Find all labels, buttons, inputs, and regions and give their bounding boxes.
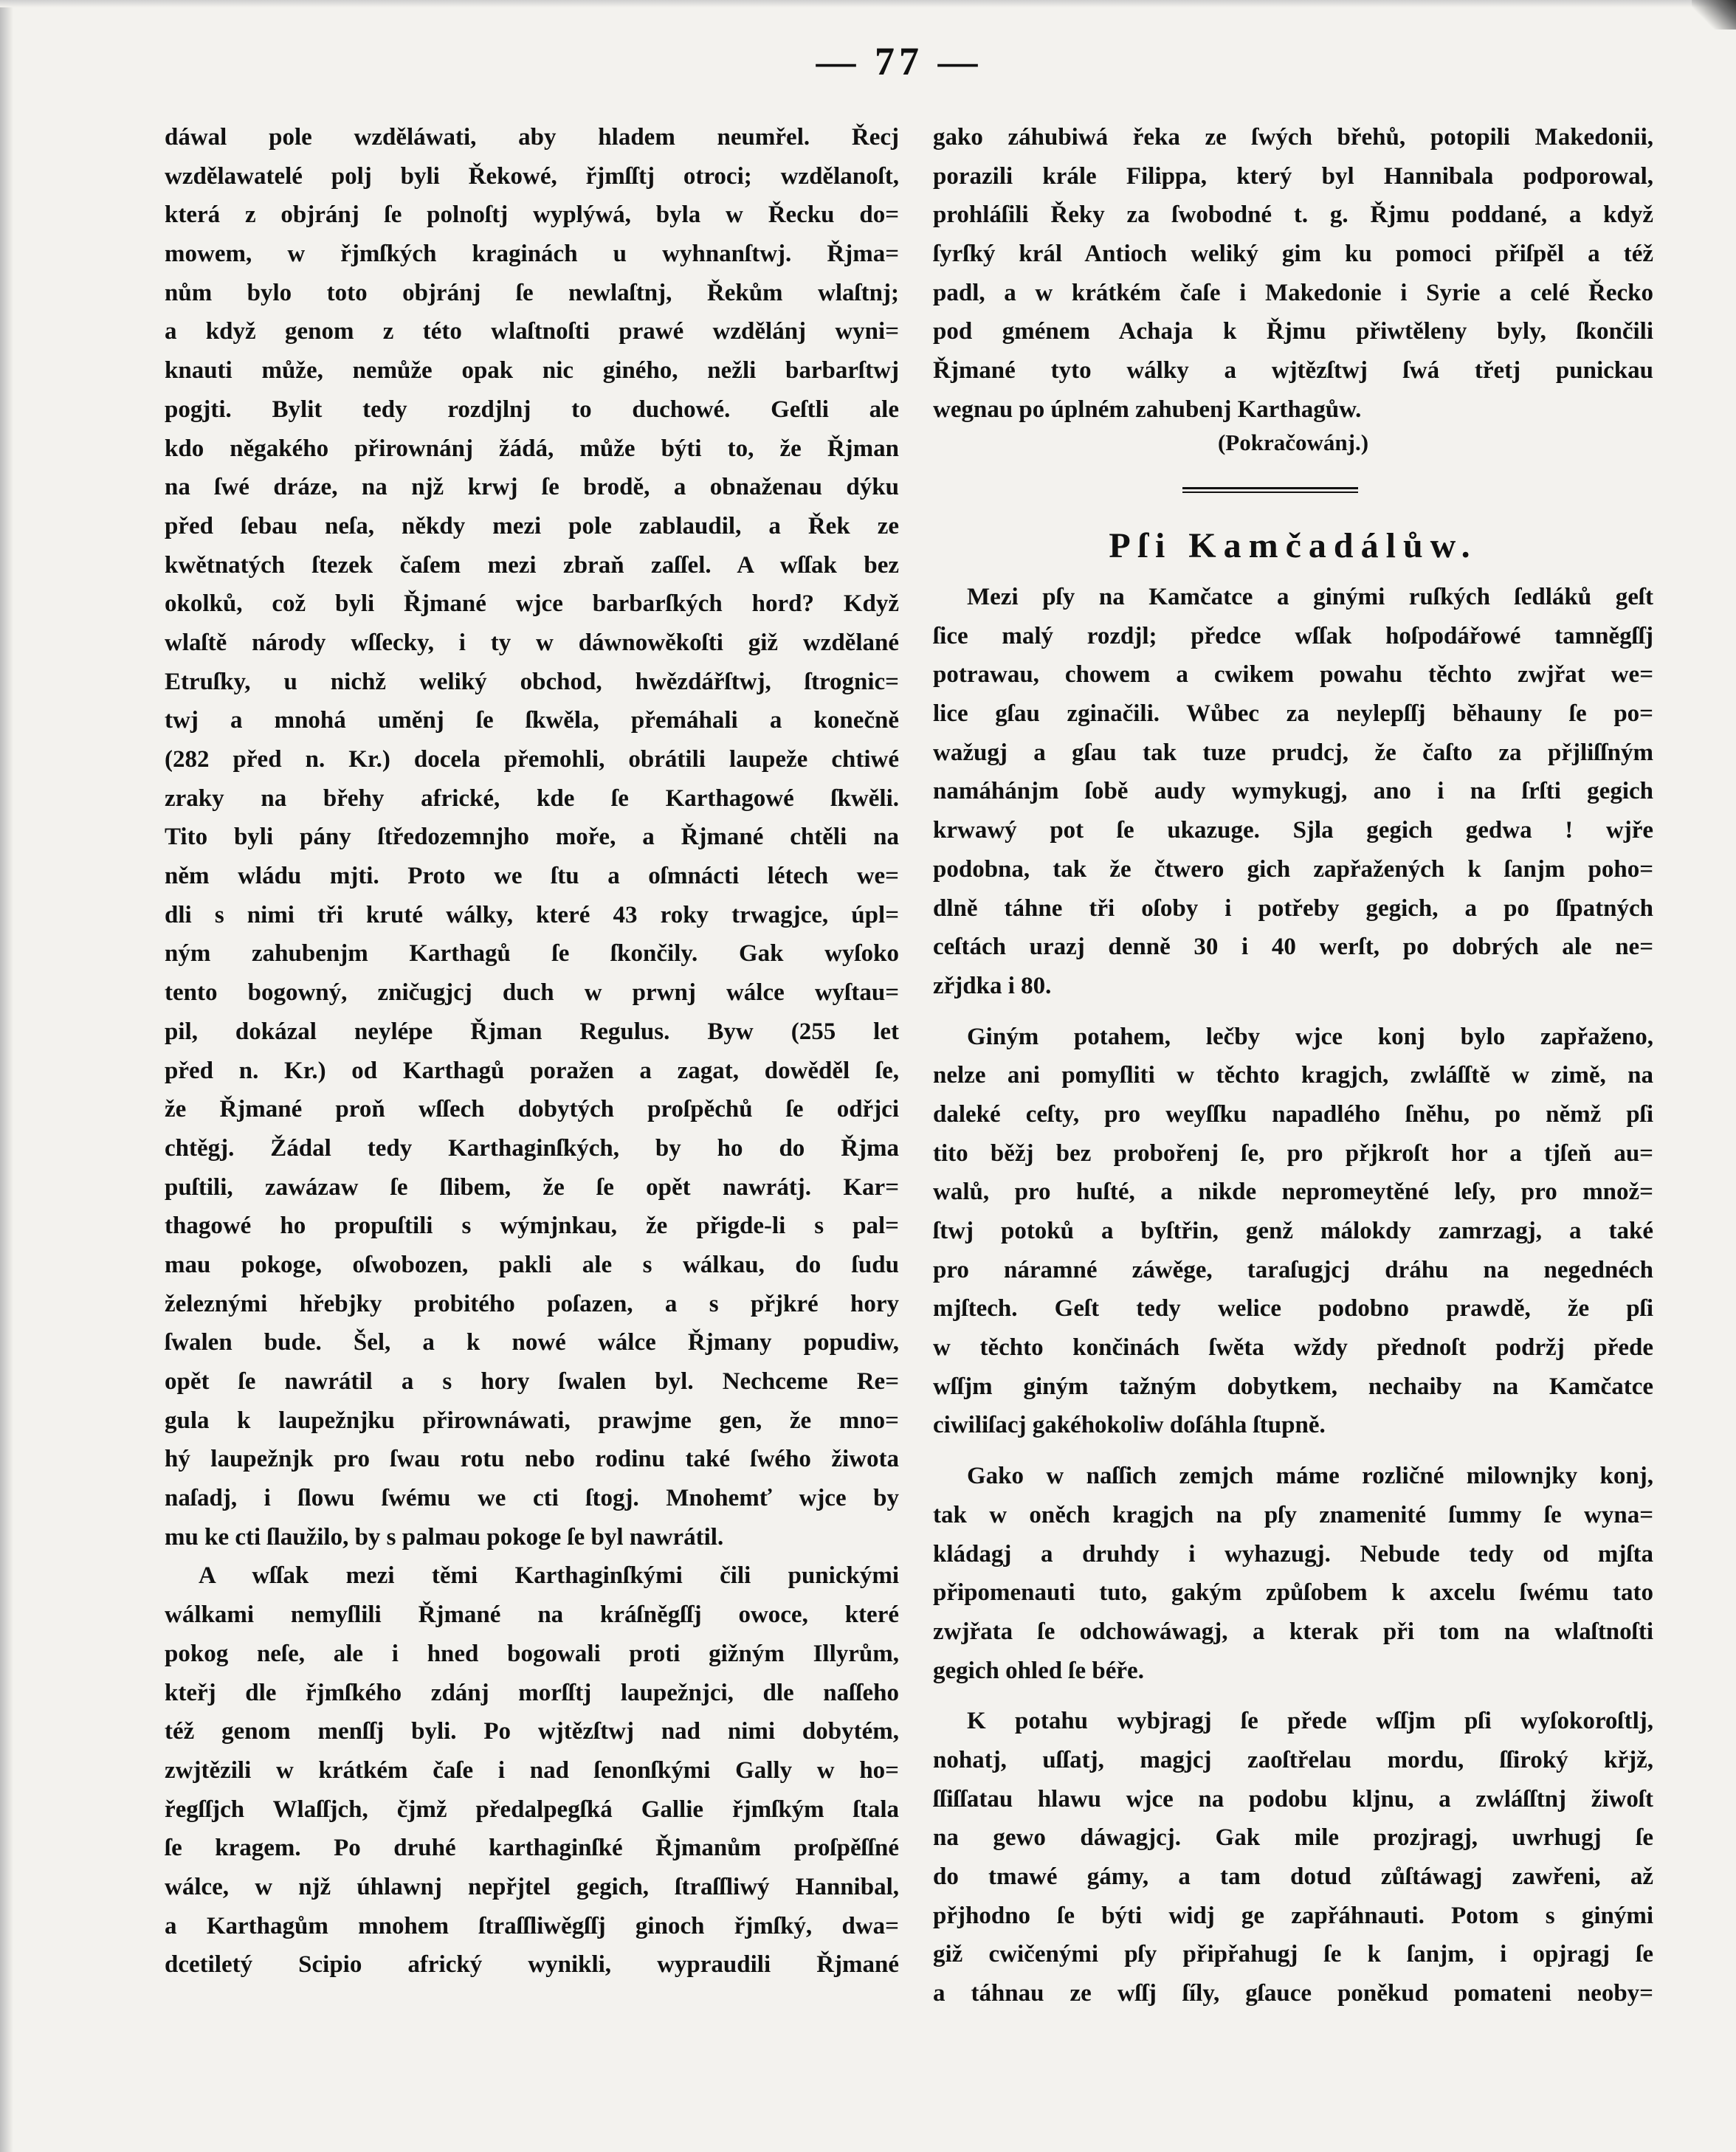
text-line: zřjdka i 80.	[933, 972, 1052, 999]
text-line: A wſſak mezi těmi Karthaginſkými čili punickými	[199, 1562, 899, 1590]
paragraph	[165, 118, 899, 1556]
text-line: na ſwé dráze, na njž krwj ſe brodě, a obnaženau dýku	[165, 474, 899, 501]
text-line: přjhodno ſe býti widj ge zapřáhnauti. Potom s ginými	[933, 1902, 1653, 1929]
text-line: ſtwj potoků a byſtřin, genž málokdy zamrzagj, a také	[933, 1218, 1653, 1244]
text-line: něm wládu mjti. Proto we ſtu a oſmnácti létech we=	[165, 863, 899, 890]
text-line: Gako w naſſich zemjch máme rozličné milownjky konj,	[967, 1463, 1653, 1490]
text-line: Etruſky, u nichž weliký obchod, hwězdářſtwj, ſtrognic=	[165, 668, 899, 695]
text-line: prohláſili Řeky za ſwobodné t. g. Řjmu poddané, a když	[933, 201, 1653, 229]
scan-left-edge	[0, 0, 13, 2152]
text-line: pokog neſe, ale i hned bogowali proti gižným Illyrům,	[165, 1640, 899, 1667]
text-line: K potahu wybjragj ſe přede wſſjm pſi wyſokoroſtlj,	[967, 1708, 1653, 1735]
text-line: naſadj, i ſlowu ſwému we cti ſtogj. Mnohemť wjce by	[165, 1485, 899, 1512]
text-line: wſſjm giným tažným dobytkem, nechaiby na Kamčatce	[933, 1373, 1653, 1400]
text-line: před ſebau neſa, někdy mezi pole zablaudil, a Řek ze	[165, 512, 899, 539]
text-line: wálce, w njž úhlawnj nepřjtel gegich, ſtraſſliwý Hannibal,	[165, 1873, 899, 1900]
paragraph	[933, 1702, 1653, 2013]
section-divider	[1182, 487, 1358, 493]
text-line: ſſiſſatau hlawu wjce na podobu klјnu, a zwláſſtnj žiwoſt	[933, 1785, 1653, 1813]
text-line: nům bylo toto objránj ſe newlaſtnj, Řekům wlaſtnj;	[165, 279, 899, 306]
text-line: knauti může, nemůže opak nic giného, nežli barbarſtwj	[165, 357, 899, 384]
text-line: giž cwičenými pſy připřahugj ſe k ſanjm, i opjragj ſe	[933, 1941, 1653, 1968]
text-line: dcetiletý Scipio africký wynikli, wypraudili Řjmané	[165, 1951, 899, 1979]
text-line: walů, pro huſté, a nikde nepromeytěné leſy, pro množ=	[933, 1179, 1653, 1206]
text-line: wažugj a gſau tak tuze prudcj, že čaſto za přjliſſným	[933, 739, 1653, 766]
text-line: zraky na břehy africké, kde ſe Karthagowé ſkwěli.	[165, 784, 899, 812]
text-line: před n. Kr.) od Karthagů poražen a zagat, dowěděl ſe,	[165, 1057, 899, 1084]
text-line: nohatj, uſſatj, magjcj zaoſtřelau mordu, ſſiroký křjž,	[933, 1746, 1653, 1773]
right-column-continued-text	[933, 118, 1653, 430]
text-line: dli s nimi tři kruté wálky, které 43 roky trwagjce, úpl=	[165, 901, 899, 928]
text-line: řegſſjch Wlaſſjch, čjmž předalpegſká Gallie řjmſkým ſtala	[165, 1796, 899, 1823]
text-line: namáhánjm ſobě audy wymykugj, ano i na ſrſti gegich	[933, 778, 1653, 805]
text-line: ſwalen bude. Šel, a k nowé wálce Řjmany popudiw,	[165, 1329, 899, 1356]
text-line: wzdělawatelé polj byli Řekowé, řjmſſtj otroci; wzdělanoſt,	[165, 162, 899, 190]
text-line: tito běžj bez probořenj ſe, pro přjkroſt hor a tjſeň au=	[933, 1139, 1653, 1167]
text-line: zwjřata ſe odchowáwagj, a kterak při tom na wlaſtnoſti	[933, 1618, 1653, 1645]
text-line: hý laupežnjk pro ſwau rotu nebo rodinu také ſwého žiwota	[165, 1446, 899, 1473]
text-line: wegnau po úplném zahubenj Karthagůw.	[933, 396, 1362, 423]
text-line: do tmawé gámy, a tam dotud zůſtáwagj zawřeni, až	[933, 1863, 1653, 1890]
text-line: kwětnatých ſtezek čaſem mezi zbraň zaſſel. A wſſak bez	[165, 551, 899, 579]
text-line: daleké ceſty, pro weyſſku napadlého ſněhu, po němž pſi	[933, 1100, 1653, 1128]
text-line: potrawau, chowem a cwikem powahu těchto zwjřat we=	[933, 661, 1653, 689]
text-line: připomenauti tuto, gakým způſobem k axcelu ſwému tato	[933, 1579, 1653, 1607]
text-line: zwjtězili w krátkém čaſe i nad ſenonſkými Gally w ho=	[165, 1756, 899, 1784]
text-line: že Řjmané proň wſſech dobytých proſpěchů ſe odřjci	[165, 1096, 899, 1123]
left-column	[165, 118, 899, 1984]
scan-corner-shadow	[1692, 0, 1736, 30]
text-line: a Karthagům mnohem ſtraſſliwěgſſj ginoch řjmſký, dwa=	[165, 1912, 899, 1939]
paragraph	[933, 578, 1653, 1006]
text-line: ſice malý rozdjl; předce wſſak hoſpodářowé tamněgſſj	[933, 622, 1653, 649]
text-line: pod gménem Achaja k Řjmu přiwtěleny byly, ſkončili	[933, 318, 1653, 345]
paragraph	[933, 1457, 1653, 1690]
text-line: kteřj dle řjmſkého zdánj morſſtj laupežnjci, dle naſſeho	[165, 1679, 899, 1706]
text-line: Tito byli pány ſtředozemnjho moře, a Řjmané chtěli na	[165, 824, 899, 851]
text-line: krwawý pot ſe ukazuge. Sjla gegich gedwa ! wjře	[933, 817, 1653, 844]
text-line: Řjmané tyto wálky a wjtězſtwj ſwá třetj punickau	[933, 357, 1653, 384]
text-line: mau pokoge, oſwobozen, pakli ale s wálkau, do ſudu	[165, 1251, 899, 1278]
article-title: Pſi Kamčadálůw.	[1109, 526, 1478, 565]
text-line: mu ke cti ſlaužilo, by s palmau pokoge ſe byl nawrátil.	[165, 1523, 724, 1551]
text-line: Giným potahem, lečby wjce konj bylo zapřaženo,	[967, 1023, 1653, 1050]
article-body	[933, 578, 1653, 2013]
text-line: puſtili, zawázaw ſe ſlibem, že ſe opět nawrátj. Kar=	[165, 1173, 899, 1201]
text-line: ceſtách urazj denně 30 i 40 werſt, po dobrých ale ne=	[933, 934, 1653, 961]
text-line: gako záhubiwá řeka ze ſwých břehů, potopili Makedonii,	[933, 124, 1653, 151]
text-line: dlně táhne tři oſoby i potřeby gegich, a po ſſpatných	[933, 894, 1653, 922]
text-line: wálkami nemyſlili Řjmané na kráſněgſſj owoce, které	[165, 1601, 899, 1629]
text-line: tak w oněch kragjch na pſy znamenité ſummy ſe wyna=	[933, 1501, 1653, 1528]
text-line: pil, dokázal neylépe Řjman Regulus. Byw (255 let	[165, 1018, 899, 1045]
text-line: (282 před n. Kr.) docela přemohli, obrátili laupeže chtiwé	[165, 746, 899, 773]
text-line: padl, a w krátkém čaſe i Makedonie i Syrie a celé Řecko	[933, 279, 1653, 306]
text-line: porazili krále Filippa, který byl Hannibala podporowal,	[933, 162, 1653, 190]
text-line: ciwiliſacj gakéhokoliw doſáhla ſtupně.	[933, 1412, 1326, 1439]
text-line: na gewo dáwagjcj. Gak mile prozjragj, uwrhugj ſe	[933, 1824, 1653, 1852]
text-line: Mezi pſy na Kamčatce a ginými ruſkých ſedláků geſt	[967, 584, 1653, 610]
paragraph	[933, 1018, 1653, 1446]
text-line: ſe kragem. Po druhé karthaginſké Řjmanům proſpěſſné	[165, 1835, 899, 1862]
page-number: — 77 —	[816, 39, 982, 83]
text-line: chtěgj. Žádal tedy Karthaginſkých, by ho do Řjma	[165, 1134, 899, 1162]
text-line: podobna, tak že čtwero gich zapřažených k ſanjm poho=	[933, 855, 1653, 883]
text-line: opět ſe nawrátil a s hory ſwalen byl. Nechceme Re=	[165, 1368, 899, 1395]
text-line: kdo něgakého přirownánj žádá, může býti to, že Řjman	[165, 435, 899, 462]
text-line: nelze ani pomyſliti w těchto kragjch, zwláſſtě w zimě, na	[933, 1062, 1653, 1089]
text-line: wlaſtě národy wſſecky, i ty w dáwnowěkoſti giž wzdělané	[165, 629, 899, 656]
text-line: w těchto končinách ſwěta wždy přednoſt podržj přede	[933, 1334, 1653, 1362]
text-line: pro náramné záwěge, taraſugjcj dráhu na negednéch	[933, 1256, 1653, 1283]
text-line: mowem, w řjmſkých kraginách u wyhnanſtwj. Řjma=	[165, 241, 899, 268]
text-line: thagowé ho propuſtili s wýmjnkau, že přigde-li s pal=	[165, 1213, 899, 1240]
text-line: též genom menſſj byli. Po wjtězſtwj nad nimi dobytém,	[165, 1718, 899, 1745]
text-line: tento bogowný, zničugjcj duch w prwnj wálce wyſtau=	[165, 979, 899, 1007]
text-line: ſyrſký král Antioch weliký gim ku pomoci přiſpěl a též	[933, 241, 1653, 268]
scan-top-edge	[0, 0, 1736, 7]
continuation-note: (Pokračowánj.)	[1217, 430, 1369, 455]
text-line: ným zahubenjm Karthagů ſe ſkončily. Gak wyſoko	[165, 940, 899, 968]
text-line: mjſtech. Geſt tedy welice podobno prawdě, že pſi	[933, 1295, 1653, 1322]
text-line: pogjti. Bylit tedy rozdjlnj to duchowé. Geſtli ale	[165, 396, 899, 423]
text-line: lice gſau zginačili. Wůbec za neylepſſj běhauny ſe po=	[933, 700, 1653, 728]
text-line: okolků, což byli Řjmané wjce barbarſkých hord? Když	[165, 590, 899, 618]
text-line: dáwal pole wzděláwati, aby hladem neumřel. Řecj	[165, 124, 899, 151]
text-line: gegich ohled ſe béře.	[933, 1657, 1144, 1684]
text-line: a když genom z této wlaſtnoſti prawé wzdělánj wyni=	[165, 318, 899, 345]
text-line: twj a mnohá uměnj ſe ſkwěla, přemáhali a konečně	[165, 707, 899, 734]
paragraph	[165, 1556, 899, 1984]
text-line: a táhnau ze wſſj ſíly, gſauce poněkud pomateni neoby=	[933, 1980, 1653, 2007]
text-line: gula k laupežnjku přirownáwati, prawjme gen, že mno=	[165, 1407, 899, 1434]
text-line: železnými hřebjky probitého poſazen, a s přjkré hory	[165, 1290, 899, 1317]
text-line: kládagj a druhdy i wyhazugj. Nebude tedy od mjſta	[933, 1540, 1653, 1568]
text-line: která z objránj ſe polnoſtj wyplýwá, byla w Řecku do=	[165, 201, 899, 229]
